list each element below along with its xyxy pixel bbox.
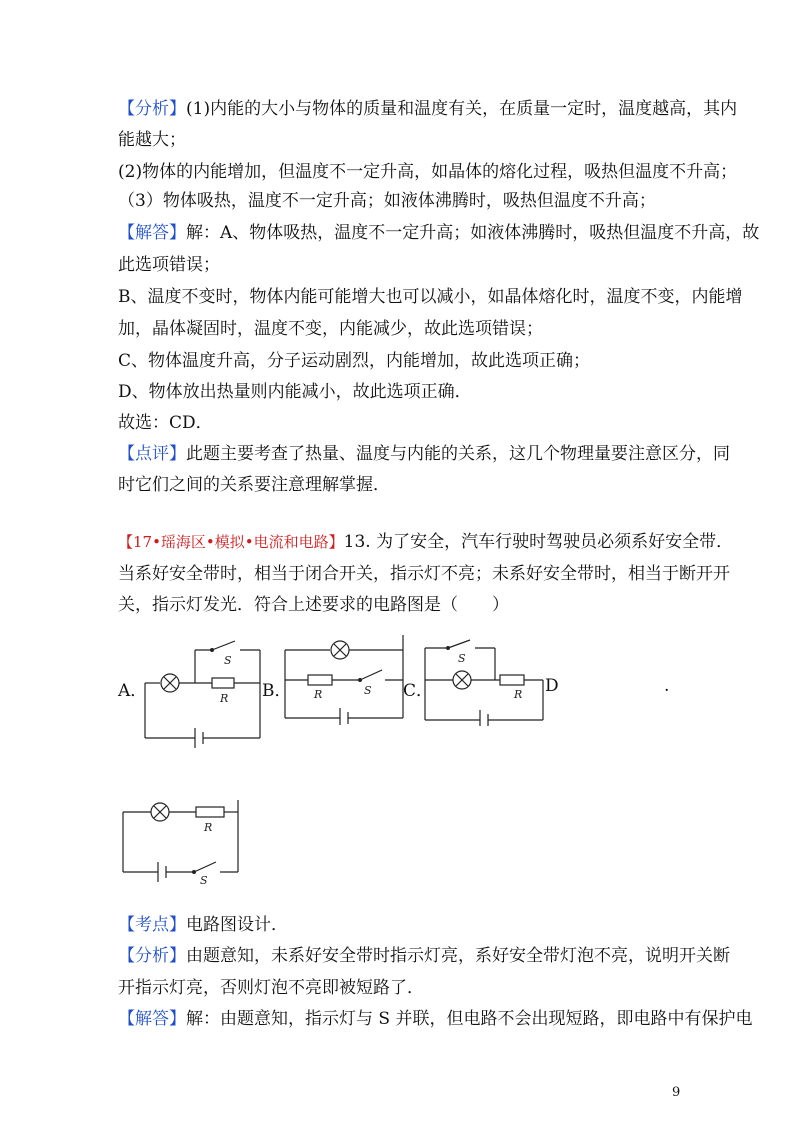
circuit-a-resistor-label: R <box>220 692 229 705</box>
review-tag: 【点评】 <box>118 444 186 464</box>
answer-line-1: 【解答】解：A、物体吸热，温度不一定升高；如液体沸腾时，吸热但温度不升高，故 <box>118 223 760 243</box>
answer-line-7: 故选：CD． <box>118 413 213 433</box>
circuit-c-switch-label: S <box>458 652 466 665</box>
circuit-d-resistor-label: R <box>204 821 213 834</box>
solution-analysis-line-1: 【分析】由题意知，未系好安全带时指示灯亮，系好安全带灯泡不亮，说明开关断 <box>118 946 730 966</box>
circuit-c-diagram <box>420 638 548 726</box>
analysis-tag: 【分析】 <box>118 99 186 119</box>
analysis-line-3: (2)物体的内能增加，但温度不一定升高，如晶体的熔化过程，吸热但温度不升高； <box>118 162 738 182</box>
question-line-1: 【17•瑶海区•模拟•电流和电路】13. 为了安全，汽车行驶时驾驶员必须系好安全带． <box>118 532 734 552</box>
circuit-a-diagram <box>140 638 265 748</box>
analysis-line-1: 【分析】(1)内能的大小与物体的质量和温度有关，在质量一定时，温度越高，其内 <box>118 99 738 119</box>
circuit-d-switch-label: S <box>200 874 208 885</box>
analysis-line-4: （3）物体吸热，温度不一定升高；如液体沸腾时，吸热但温度不升高； <box>118 191 656 211</box>
solution-answer-line-1: 【解答】解：由题意知，指示灯与 S 并联，但电路不会出现短路，即电路中有保护电 <box>118 1009 753 1029</box>
circuit-b-resistor-label: R <box>314 688 323 701</box>
solution-analysis-tag: 【分析】 <box>118 946 186 966</box>
question-source: 【17•瑶海区•模拟•电流和电路】 <box>118 533 344 551</box>
kaodian-line: 【考点】电路图设计． <box>118 915 288 935</box>
option-d-label: D <box>545 676 559 696</box>
option-d-dot: . <box>664 676 670 696</box>
answer-line-4: 加，晶体凝固时，温度不变，内能减少，故此选项错误； <box>118 319 543 339</box>
circuit-d-diagram <box>118 800 243 885</box>
question-line-3: 关，指示灯发光．符合上述要求的电路图是（ ） <box>118 595 509 615</box>
answer-tag: 【解答】 <box>118 223 186 243</box>
option-a-label: A． <box>118 681 148 701</box>
circuit-b-switch-label: S <box>364 684 372 697</box>
option-c-label: C． <box>403 681 434 701</box>
option-b-label: B． <box>262 681 292 701</box>
answer-line-3: B、温度不变时，物体内能可能增大也可以减小，如晶体熔化时，温度不变，内能增 <box>118 287 743 307</box>
question-line-2: 当系好安全带时，相当于闭合开关，指示灯不亮；未系好安全带时，相当于断开开 <box>118 564 730 584</box>
analysis-line-2: 能越大； <box>118 130 186 150</box>
page-number: 9 <box>672 1085 681 1100</box>
solution-analysis-line-2: 开指示灯亮，否则灯泡不亮即被短路了． <box>118 978 424 998</box>
circuit-c-resistor-label: R <box>514 688 523 701</box>
review-line-1: 【点评】此题主要考查了热量、温度与内能的关系，这几个物理量要注意区分，同 <box>118 444 730 464</box>
circuit-b-diagram <box>280 630 408 725</box>
answer-line-6: D、物体放出热量则内能减小，故此选项正确． <box>118 382 472 402</box>
answer-line-2: 此选项错误； <box>118 255 220 275</box>
kaodian-tag: 【考点】 <box>118 915 186 935</box>
solution-answer-tag: 【解答】 <box>118 1009 186 1029</box>
circuit-a-switch-label: S <box>224 654 232 667</box>
answer-line-5: C、物体温度升高，分子运动剧烈，内能增加，故此选项正确； <box>118 351 591 371</box>
review-line-2: 时它们之间的关系要注意理解掌握． <box>118 475 390 495</box>
